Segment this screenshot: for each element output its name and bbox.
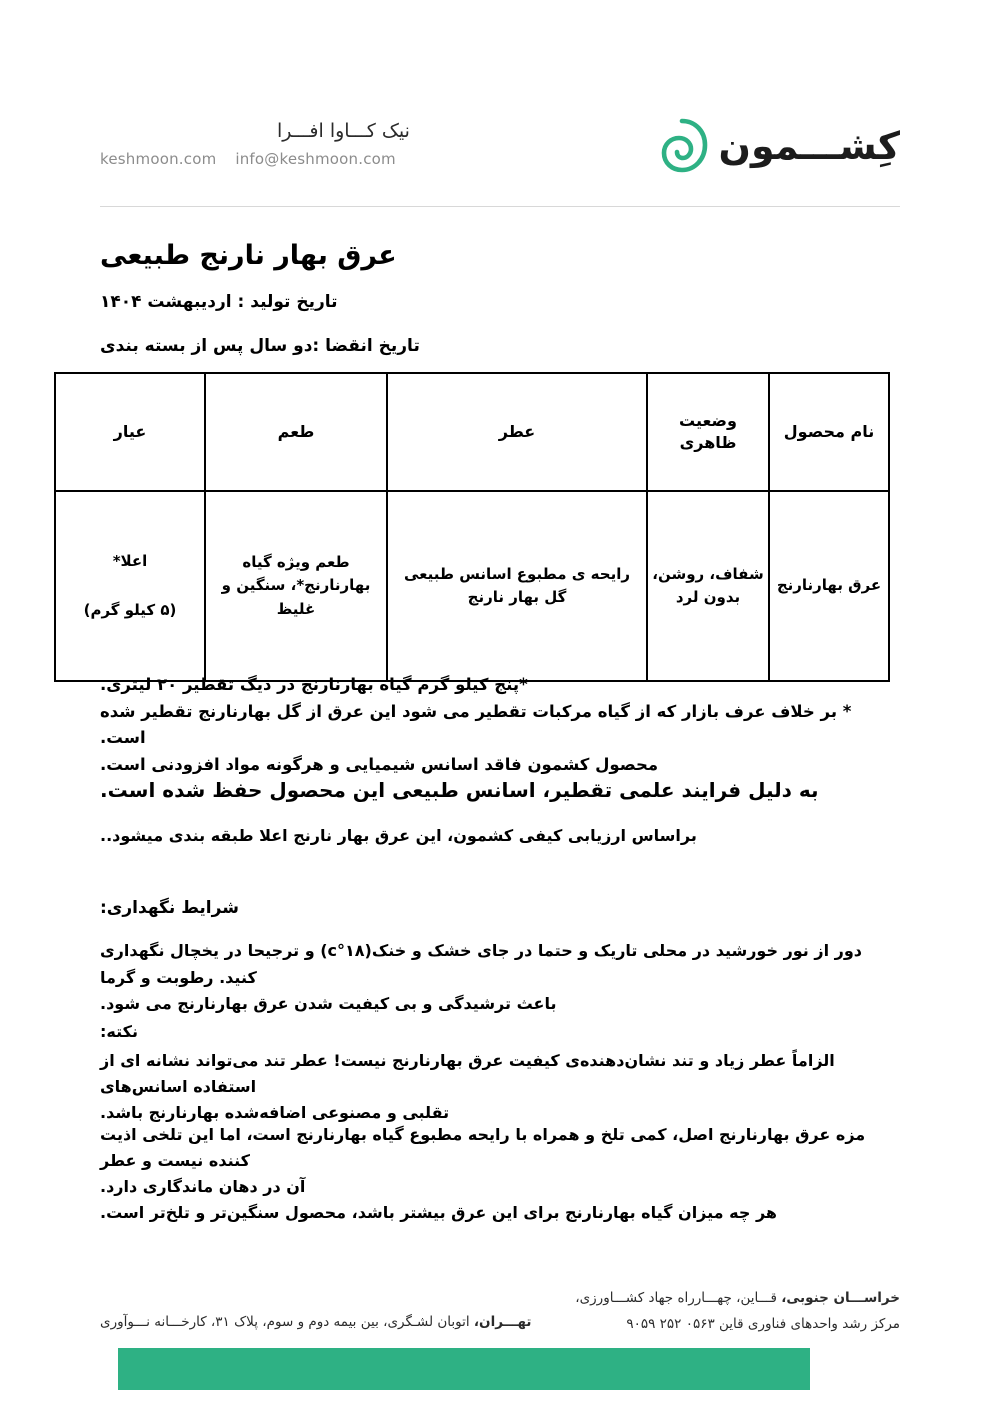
grade-weight: (۵ کیلو گرم) (83, 601, 177, 619)
email-text: info@keshmoon.com (235, 150, 396, 168)
taste-notes-block (100, 1122, 900, 1226)
distillation-statement: به دلیل فرایند علمی تقطیر، اسانس طبیعی این محصول حفظ شده است. (100, 778, 819, 802)
tip-heading: نکته: (100, 1022, 138, 1041)
address-province: خراســـان جنوبی، (781, 1290, 900, 1306)
expiry-date: تاریخ انقضا :دو سال پس از بسته بندی (100, 336, 420, 356)
storage-line-2: باعث ترشیدگی و بی کیفیت شدن عرق بهارنارنج می شود. (100, 994, 557, 1014)
tehran-address (100, 1314, 531, 1330)
footnote-2: * بر خلاف عرف بازار که از گیاه مرکبات تقطیر می شود این عرق از گل بهارنارنج تقطیر شده است. (100, 701, 852, 748)
page-footer (100, 1286, 900, 1352)
grading-statement: براساس ارزیابی کیفی کشمون، این عرق بهار نارنج اعلا طبقه بندی میشود.. (100, 826, 697, 845)
address-line-1 (575, 1286, 900, 1312)
footnote-3: محصول کشمون فاقد اسانس شیمیایی و هرگونه مواد افزودنی است. (100, 755, 659, 775)
tip-line-1: الزاماً عطر زیاد و تند نشان‌دهنده‌ی کیفیت عرق بهارنارنج نیست! عطر تند می‌تواند نشانه ای از استفاده اسانس‌های (100, 1051, 835, 1096)
footer-accent-bar (118, 1348, 810, 1390)
cell-aroma: رایحه ی مطبوع اسانس طبیعی گل بهار نارنج (387, 491, 647, 681)
storage-heading: شرایط نگهداری: (100, 898, 239, 918)
company-address (575, 1286, 900, 1337)
tip-body (100, 1048, 900, 1126)
header-appearance: وضعیت ظاهری (647, 373, 769, 491)
legal-entity-block (100, 120, 410, 168)
cell-grade (55, 491, 205, 681)
legal-entity-name: نیک کـــاوا افـــرا (276, 120, 410, 142)
table-header-row (55, 373, 889, 491)
production-date: تاریخ تولید : اردیبهشت ۱۴۰۴ (100, 292, 338, 312)
header-divider (100, 206, 900, 207)
header-product-name: نام محصول (769, 373, 889, 491)
cell-appearance: شفاف، روشن، بدون لرد (647, 491, 769, 681)
taste-line-2: آن در دهان ماندگاری دارد. (100, 1176, 306, 1196)
storage-body (100, 938, 900, 1018)
cell-product-name: عرق بهارنارنج (769, 491, 889, 681)
brand-wordmark: کِشـــمون (718, 124, 900, 168)
address-line-2 (575, 1312, 900, 1338)
keshmoon-brand (655, 118, 900, 174)
product-spec-table (54, 372, 890, 682)
website-text: keshmoon.com (100, 150, 217, 168)
footnotes-block (100, 672, 900, 779)
taste-line-3: هر چه میزان گیاه بهارنارنج برای این عرق بیشتر باشد، محصول سنگین‌تر و تلخ‌تر است. (100, 1202, 777, 1222)
page-header (100, 112, 900, 198)
contact-line (100, 150, 410, 168)
keshmoon-spiral-leaf-logo (655, 118, 709, 174)
page-title: عرق بهار نارنج طبیعی (100, 240, 397, 271)
table-row (55, 491, 889, 681)
taste-line-1: مزه عرق بهارنارنج اصل، کمی تلخ و همراه با رایحه مطبوع گیاه بهارنارنج است، اما این تلخی اذیت کننده نیست و عطر (100, 1125, 866, 1170)
tip-line-2: تقلبی و مصنوعی اضافه‌شده بهارنارنج باشد. (100, 1102, 450, 1122)
address-detail: قـــاین، چهـــارراه جهاد کشـــاورزی، (575, 1290, 782, 1306)
tehran-city: تهـــران، (473, 1314, 532, 1330)
phone-number: ۰۵۶۳ ۲۵۲ ۹۰۵۹ (626, 1315, 715, 1332)
header-grade: عیار (55, 373, 205, 491)
cell-taste: طعم ویژه گیاه بهارنارنج*، سنگین و غلیظ (205, 491, 387, 681)
address-center: مرکز رشد واحدهای فناوری قاین (719, 1315, 900, 1332)
footnote-1: *پنج کیلو گرم گیاه بهارنارنج در دیگ تقطیر ۲۰ لیتری. (100, 675, 528, 694)
tehran-detail: اتوبان لشـگری، بین بیمه دوم و سوم، پلاک ۳۱، کارخـــانه نـــوآوری (100, 1314, 474, 1330)
storage-line-1: دور از نور خورشید در محلی تاریک و حتما در جای خشک و خنک(۱۸°c) و ترجیحا در یخچال نگهداری کنید. رطوبت و گرما (100, 941, 863, 987)
header-taste: طعم (205, 373, 387, 491)
header-aroma: عطر (387, 373, 647, 491)
grade-value: اعلا* (112, 551, 148, 570)
